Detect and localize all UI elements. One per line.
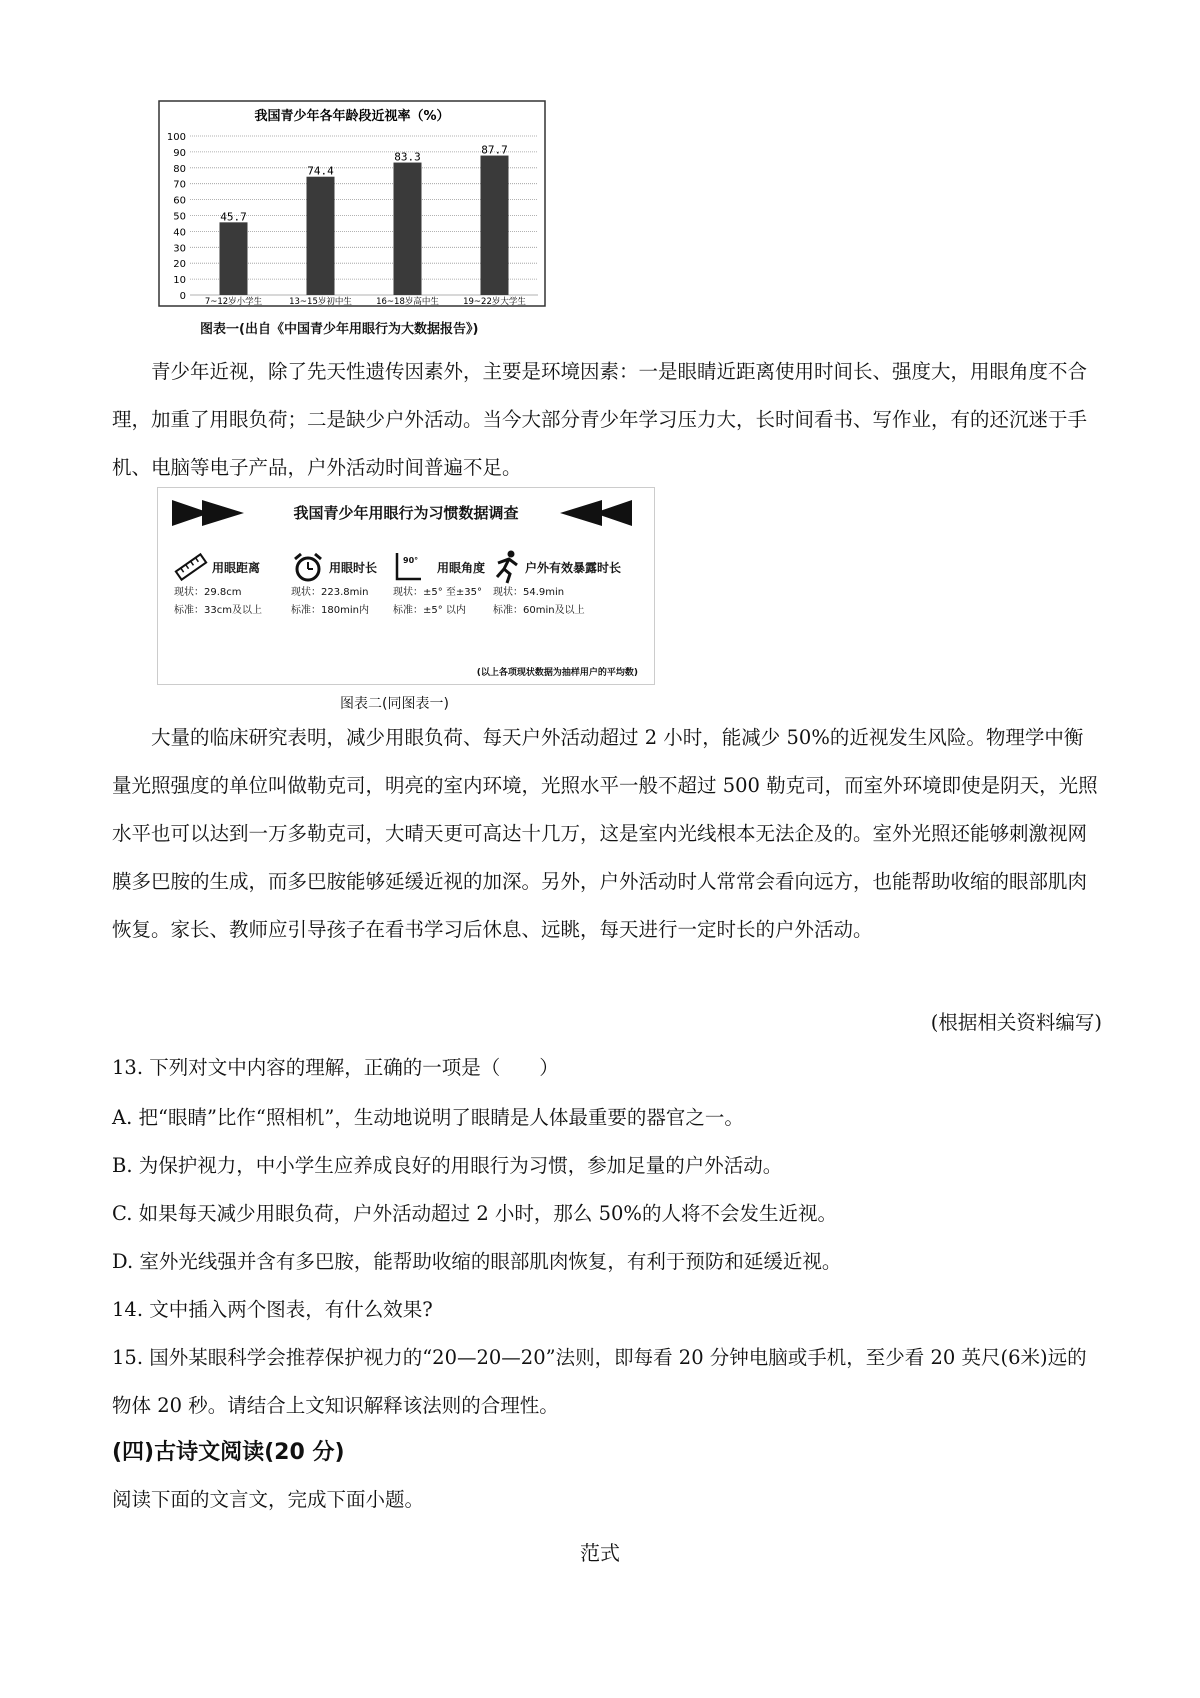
eye-habit-infographic [157,487,655,685]
standard-value: 标准：60min及以上 [493,605,585,616]
paragraph-1: 青少年近视，除了先天性遗传因素外，主要是环境因素：一是眼睛近距离使用时间长、强度大，用眼角度不合理，加重了用眼负荷；二是缺少户外活动。当今大部分青少年学习压力大，长时间看书、写作业，有的还沉迷于手机、电脑等电子产品，户外活动时间普遍不足。 [112,360,1088,479]
y-tick-label: 50 [173,211,186,223]
item-label: 户外有效暴露时长 [525,560,622,575]
current-value: 现状：54.9min [493,587,565,598]
question-13-option-a: A. 把“眼睛”比作“照相机”，生动地说明了眼睛是人体最重要的器官之一。 [112,1106,744,1129]
current-value: 现状：223.8min [291,587,369,598]
myopia-rate-bar-chart [158,100,546,340]
bar [307,177,335,295]
x-tick-label: 16~18岁高中生 [376,297,439,307]
y-tick-label: 10 [173,275,186,287]
x-tick-label: 13~15岁初中生 [289,297,352,307]
question-14: 14. 文中插入两个图表，有什么效果? [112,1298,433,1321]
question-13-option-b: B. 为保护视力，中小学生应养成良好的用眼行为习惯，参加足量的户外活动。 [112,1154,783,1177]
item-label: 用眼距离 [212,560,261,575]
running-person-icon [493,550,521,584]
question-13-option-d: D. 室外光线强并含有多巴胺，能帮助收缩的眼部肌肉恢复，有利于预防和延缓近视。 [112,1250,842,1273]
y-tick-label: 70 [173,179,186,191]
question-13-option-c: C. 如果每天减少用眼负荷，户外活动超过 2 小时，那么 50%的人将不会发生近视。 [112,1202,837,1225]
item-outdoor [493,550,643,620]
bar-value-label: 74.4 [307,164,334,178]
y-tick-label: 60 [173,195,186,207]
y-tick-label: 40 [173,227,186,239]
y-tick-label: 20 [173,259,186,271]
figure2-caption: 图表二(同图表一) [340,696,449,712]
bar [481,156,509,295]
current-value: 现状：29.8cm [174,587,242,598]
y-tick-label: 30 [173,243,186,255]
alarm-clock-icon [291,551,325,583]
section-4-heading: (四)古诗文阅读(20 分) [112,1440,345,1465]
bar-value-label: 45.7 [220,210,247,224]
ruler-icon [174,552,208,582]
y-tick-label: 90 [173,147,186,159]
infographic-title: 我国青少年用眼行为习惯数据调查 [293,504,519,522]
y-tick-label: 100 [166,132,186,143]
classical-text-title: 范式 [580,1541,620,1565]
right-arrows-icon [552,500,632,526]
paragraph-2: 大量的临床研究表明，减少用眼负荷、每天户外活动超过 2 小时，能减少 50%的近视发生风险。物理学中衡量光照强度的单位叫做勒克司，明亮的室内环境，光照水平一般不超过 500 勒克司，而室外环境即使是阴天，光照水平也可以达到一万多勒克司，大晴天更可高达十几万，这是室内光线根本无法企及的。室外光照还能够刺激视网膜多巴胺的生成，而多巴胺能够延缓近视的加深。另外，户外活动时人常常会看向远方，也能帮助收缩的眼部肌肉恢复。家长、教师应引导孩子在看书学习后休息、远眺，每天进行一定时长的户外活动。 [112,726,1098,941]
item-distance [174,550,294,620]
current-value: 现状：±5° 至±35° [393,587,483,598]
bar-value-label: 87.7 [481,143,508,157]
question-13: 13. 下列对文中内容的理解，正确的一项是（ ） [112,1056,559,1079]
figure1-caption: 图表一(出自《中国青少年用眼行为大数据报告》) [200,322,479,337]
bar-value-label: 83.3 [394,150,421,164]
y-tick-label: 0 [179,291,186,302]
standard-value: 标准：33cm及以上 [174,605,262,616]
chart-title: 我国青少年各年龄段近视率（%） [254,109,450,124]
svg-text:90°: 90° [403,556,419,565]
item-label: 用眼角度 [437,560,486,575]
standard-value: 标准：180min内 [291,605,369,616]
infographic-note: (以上各项现状数据为抽样用户的平均数) [476,668,638,678]
y-tick-label: 80 [173,163,186,175]
x-tick-label: 19~22岁大学生 [463,297,526,307]
standard-value: 标准：±5° 以内 [393,605,466,616]
bar [220,222,248,295]
reading-instruction: 阅读下面的文言文，完成下面小题。 [112,1488,425,1511]
x-tick-label: 7~12岁小学生 [204,297,263,307]
angle-icon [393,551,433,583]
question-15: 15. 国外某眼科学会推荐保护视力的“20—20—20”法则，即每看 20 分钟电脑或手机，至少看 20 英尺(6米)远的物体 20 秒。请结合上文知识解释该法则的合理性。 [112,1346,1087,1417]
bar [394,163,422,295]
source-note: (根据相关资料编写) [930,1011,1102,1034]
item-label: 用眼时长 [329,560,378,575]
